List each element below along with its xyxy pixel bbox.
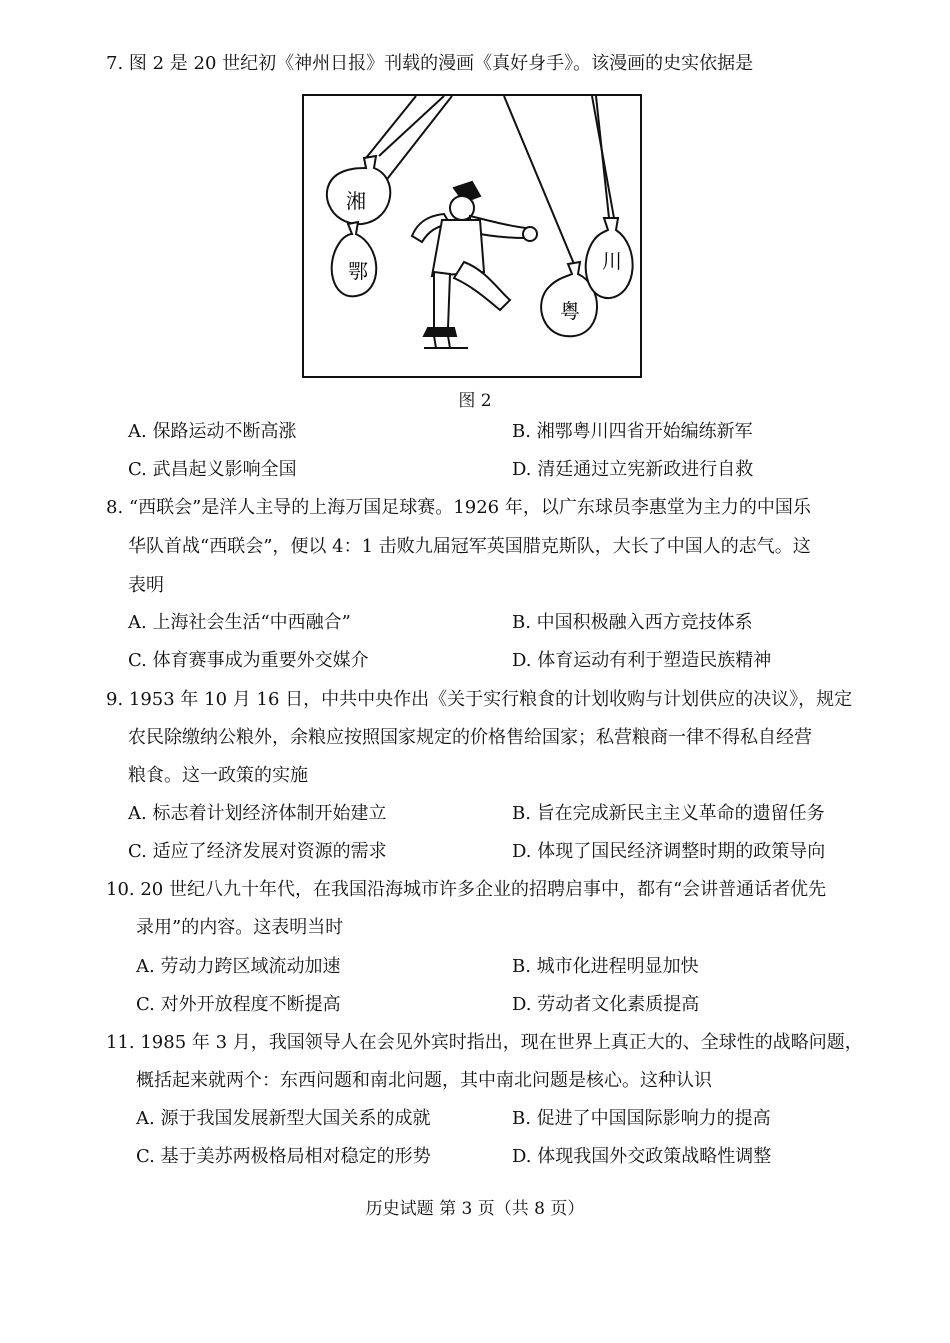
q11-option-c: C. 基于美苏两极格局相对稳定的形势	[136, 1146, 431, 1167]
q8-option-d: D. 体育运动有利于塑造民族精神	[512, 650, 772, 671]
question-9-line-2: 农民除缴纳公粮外，余粮应按照国家规定的价格售给国家；私营粮商一律不得私自经营	[128, 727, 812, 748]
page-footer: 历史试题 第 3 页（共 8 页）	[365, 1199, 585, 1219]
q7-option-d: D. 清廷通过立宪新政进行自救	[512, 459, 754, 480]
bag-label-chuan: 川	[602, 249, 622, 273]
q11-option-a: A. 源于我国发展新型大国关系的成就	[136, 1108, 431, 1129]
bag-chuan	[586, 218, 633, 298]
q9-option-a: A. 标志着计划经济体制开始建立	[128, 803, 387, 824]
kicking-figure	[412, 182, 537, 348]
q8-option-c: C. 体育赛事成为重要外交媒介	[128, 650, 369, 671]
question-10-line-2: 录用”的内容。这表明当时	[136, 917, 344, 938]
question-11-line-2: 概括起来就两个：东西问题和南北问题，其中南北问题是核心。这种认识	[136, 1070, 712, 1091]
cartoon-illustration	[304, 96, 640, 376]
question-8-line-1: 8. “西联会”是洋人主导的上海万国足球赛。1926 年，以广东球员李惠堂为主力的中国乐	[106, 497, 811, 518]
q8-option-b: B. 中国积极融入西方竞技体系	[512, 612, 753, 633]
cartoon-figure	[302, 94, 642, 378]
q10-option-c: C. 对外开放程度不断提高	[136, 994, 341, 1015]
q7-option-c: C. 武昌起义影响全国	[128, 459, 297, 480]
q10-option-a: A. 劳动力跨区域流动加速	[136, 956, 341, 977]
q9-option-d: D. 体现了国民经济调整时期的政策导向	[512, 841, 826, 862]
question-9-line-1: 9. 1953 年 10 月 16 日，中共中央作出《关于实行粮食的计划收购与计划供应的决议》，规定	[106, 689, 853, 710]
q8-option-a: A. 上海社会生活“中西融合”	[128, 612, 351, 633]
question-11-line-1: 11. 1985 年 3 月，我国领导人在会见外宾时指出，现在世界上真正大的、全球性的战略问题，	[106, 1032, 863, 1053]
q7-option-b: B. 湘鄂粤川四省开始编练新军	[512, 421, 753, 442]
question-8-line-3: 表明	[128, 575, 164, 596]
bag-label-xiang: 湘	[346, 189, 366, 213]
q7-option-a: A. 保路运动不断高涨	[128, 421, 297, 442]
question-8-line-2: 华队首战“西联会”，便以 4：1 击败九届冠军英国腊克斯队，大长了中国人的志气。这	[128, 536, 811, 557]
q9-option-c: C. 适应了经济发展对资源的需求	[128, 841, 387, 862]
bag-e	[332, 222, 377, 296]
question-9-line-3: 粮食。这一政策的实施	[128, 765, 308, 786]
bag-xiang	[327, 156, 390, 224]
q11-option-d: D. 体现我国外交政策战略性调整	[512, 1146, 772, 1167]
bag-label-e: 鄂	[348, 259, 368, 283]
bag-label-yue: 粤	[560, 299, 580, 323]
q11-option-b: B. 促进了中国国际影响力的提高	[512, 1108, 771, 1129]
q10-option-b: B. 城市化进程明显加快	[512, 956, 699, 977]
q10-option-d: D. 劳动者文化素质提高	[512, 994, 700, 1015]
question-10-line-1: 10. 20 世纪八九十年代，在我国沿海城市许多企业的招聘启事中，都有“会讲普通话者优先	[106, 879, 827, 900]
question-7-text: 7. 图 2 是 20 世纪初《神州日报》刊载的漫画《真好身手》。该漫画的史实依据是	[106, 53, 754, 74]
figure-caption: 图 2	[458, 391, 492, 411]
q9-option-b: B. 旨在完成新民主主义革命的遗留任务	[512, 803, 825, 824]
